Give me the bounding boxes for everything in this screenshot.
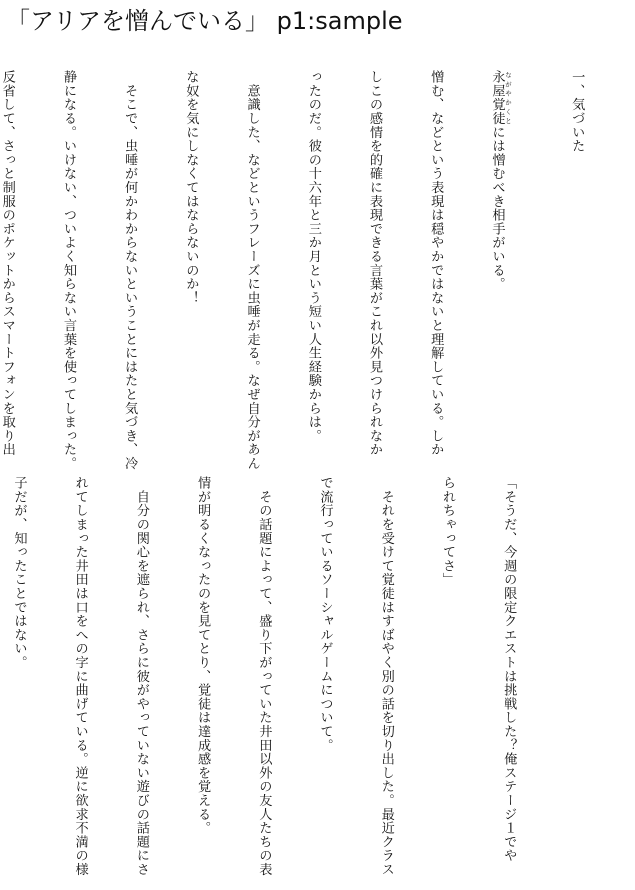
- text-line: 自分の関心を遮られ、さらに彼がやっていない遊びの話題にさ: [133, 476, 149, 877]
- upper-text-block: [0, 70, 627, 471]
- text-line: 静になる。いけない、ついよく知らない言葉を使ってしまった。: [60, 70, 76, 471]
- chapter-heading: 一、気づいた: [569, 70, 585, 153]
- page-title: 「アリアを憎んでいる」 p1:sample: [6, 7, 403, 35]
- text-line: 意識した、などというフレーズに虫唾が走る。なぜ自分があん: [244, 70, 260, 471]
- text-line: で流行っているソーシャルゲームについて。: [317, 476, 333, 752]
- text-line: られちゃってさ」: [439, 476, 455, 587]
- lower-text-block: [11, 476, 559, 877]
- text-line: それを受けて覚徒はすばやく別の話を切り出した。最近クラス: [378, 476, 394, 877]
- text-line: 「そうだ、今週の限定クエストは挑戦した？俺ステージ１でや: [501, 476, 517, 863]
- text-line: 反省して、さっと制服のポケットからスマートフォンを取り出: [0, 70, 15, 457]
- text-line: そこで、虫唾が何かわからないということにはたと気づき、冷: [122, 70, 138, 471]
- text-line: その話題によって、盛り下がっていた井田以外の友人たちの表: [256, 476, 272, 877]
- text-line: ったのだ。彼の十六年と三か月という短い人生経験からは。: [305, 70, 321, 443]
- text-line: な奴を気にしなくてはならないのか！: [183, 70, 199, 305]
- text-line: 憎む、などという表現は穏やかではないと理解している。しか: [428, 70, 444, 457]
- name-reading: ながやかくと: [503, 70, 512, 126]
- protagonist-name: 永屋覚徒 ながやかくと: [489, 70, 512, 126]
- text-line: 情が明るくなったのを見てとり、覚徒は達成感を覚える。: [195, 476, 211, 835]
- text-line: れてしまった井田は口をへの字に曲げている。逆に欲求不満の様: [72, 476, 88, 877]
- text-line: しこの感情を的確に表現できる言葉がこれ以外見つけられなか: [367, 70, 383, 457]
- text-line: 永屋覚徒 ながやかくとには憎むべき相手がいる。: [489, 70, 512, 291]
- text-line: 子だが、知ったことではない。: [11, 476, 27, 670]
